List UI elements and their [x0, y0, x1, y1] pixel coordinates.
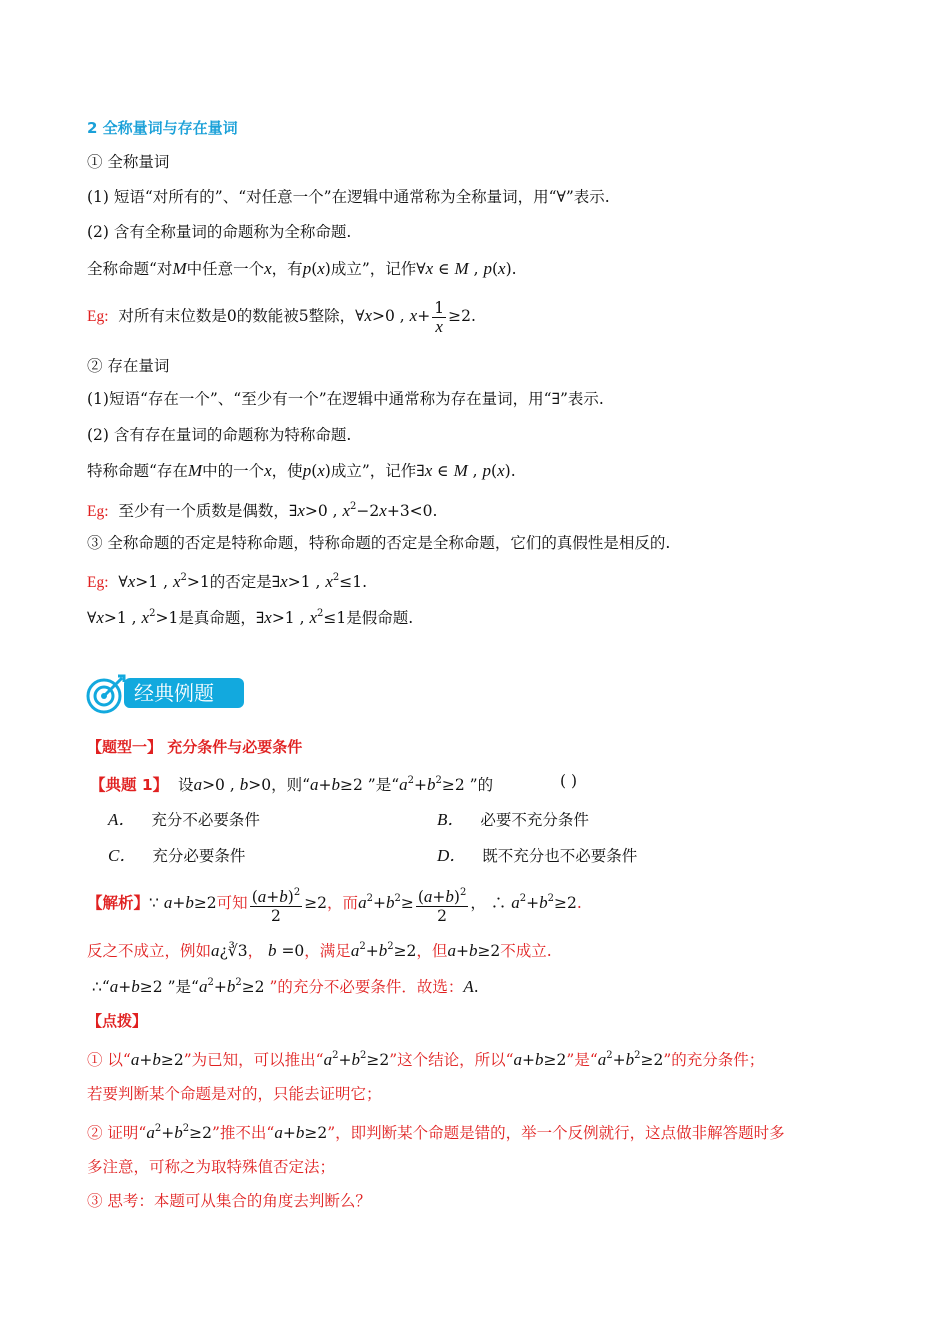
existential-example: Eg: 至少有一个质数是偶数，∃x>0 , $x^2-2x+3<0$. — [87, 501, 438, 520]
option-b[interactable]: B． 必要不充分条件 — [437, 810, 589, 829]
existential-p1: (1)短语“存在一个”、“至少有一个”在逻辑中通常称为存在量词，用“∃”表示. — [87, 390, 604, 408]
negation-heading: ③ 全称命题的否定是特称命题，特称命题的否定是全称命题，它们的真假性是相反的. — [87, 534, 671, 552]
tip-1: ① 以“a+b≥2”为已知，可以推出“$a^2+b^2\ge 2$”这个结论，所以“a+b≥2”是“$a^2+b^2\ge 2$”的充分条件； — [87, 1050, 765, 1069]
target-icon — [84, 672, 128, 716]
solution-line2: 反之不成立，例如a¿∛3， b =0，满足$a^2+b^2\ge 2$，但a+b≥2不成立. — [87, 941, 552, 960]
negation-line2: ∀x>1 , $x^2>1$是真命题，∃x>1 , $x^2\le 1$是假命题. — [87, 608, 414, 627]
banner-label: 经典例题 — [124, 678, 244, 708]
existential-heading: ② 存在量词 — [87, 357, 170, 375]
answer-parentheses: ( ) — [560, 772, 578, 790]
universal-p3: 全称命题“对M中任意一个x，有p(x)成立”，记作∀x ∈ M , p(x). — [87, 259, 517, 278]
existential-p3: 特称命题“存在M中的一个x，使p(x)成立”，记作∃x ∈ M , p(x). — [87, 461, 516, 480]
universal-p1: (1) 短语“对所有的”、“对任意一个”在逻辑中通常称为全称量词，用“∀”表示. — [87, 188, 610, 206]
solution-line1: 【解析】∵ a+b≥2可知 $\frac{(a+b)^2}{2}$ ≥2，而$a^2+b^2\ge$ $\frac{(a+b)^2}{2}$ ， ∴ $a^2+b^2\ge 2$. — [87, 879, 582, 925]
option-c[interactable]: C． 充分必要条件 — [108, 846, 246, 865]
option-d[interactable]: D． 既不充分也不必要条件 — [437, 846, 638, 865]
tip-1-line2: 若要判断某个命题是对的，只能去证明它； — [87, 1085, 382, 1103]
existential-p2: (2) 含有存在量词的命题称为特称命题. — [87, 426, 352, 444]
tip-2: ② 证明“$a^2+b^2\ge 2$”推不出“a+b≥2”，即判断某个命题是错的，举一个反例就行，这点做非解答题时多 — [87, 1123, 785, 1142]
universal-example: Eg: 对所有末位数是0的数能被5整除，∀x>0 , x+ $\frac{1}{x}$ ≥2. — [87, 298, 476, 336]
tips-label: 【点拨】 — [87, 1012, 148, 1030]
universal-heading: ① 全称量词 — [87, 153, 170, 171]
section-title: 2 全称量词与存在量词 — [87, 119, 238, 137]
tip-2-line2: 多注意，可称之为取特殊值否定法； — [87, 1158, 336, 1176]
tip-3: ③ 思考：本题可从集合的角度去判断么？ — [87, 1192, 371, 1210]
negation-example: Eg: ∀x>1 , $x^2>1$的否定是∃x>1 , $x^2\le 1$. — [87, 572, 368, 591]
example-stem: 【典题 1】 设a>0 , b>0，则“a+b≥2 ”是“$a^2+b^2\ge 2$ ”的 — [90, 775, 494, 794]
universal-p2: (2) 含有全称量词的命题称为全称命题. — [87, 223, 352, 241]
question-type-title: 【题型一】 充分条件与必要条件 — [87, 738, 303, 756]
option-a[interactable]: A． 充分不必要条件 — [108, 810, 260, 829]
solution-line3: ∴“a+b≥2 ”是“$a^2+b^2\ge 2$ ”的充分不必要条件．故选：A. — [92, 977, 479, 996]
